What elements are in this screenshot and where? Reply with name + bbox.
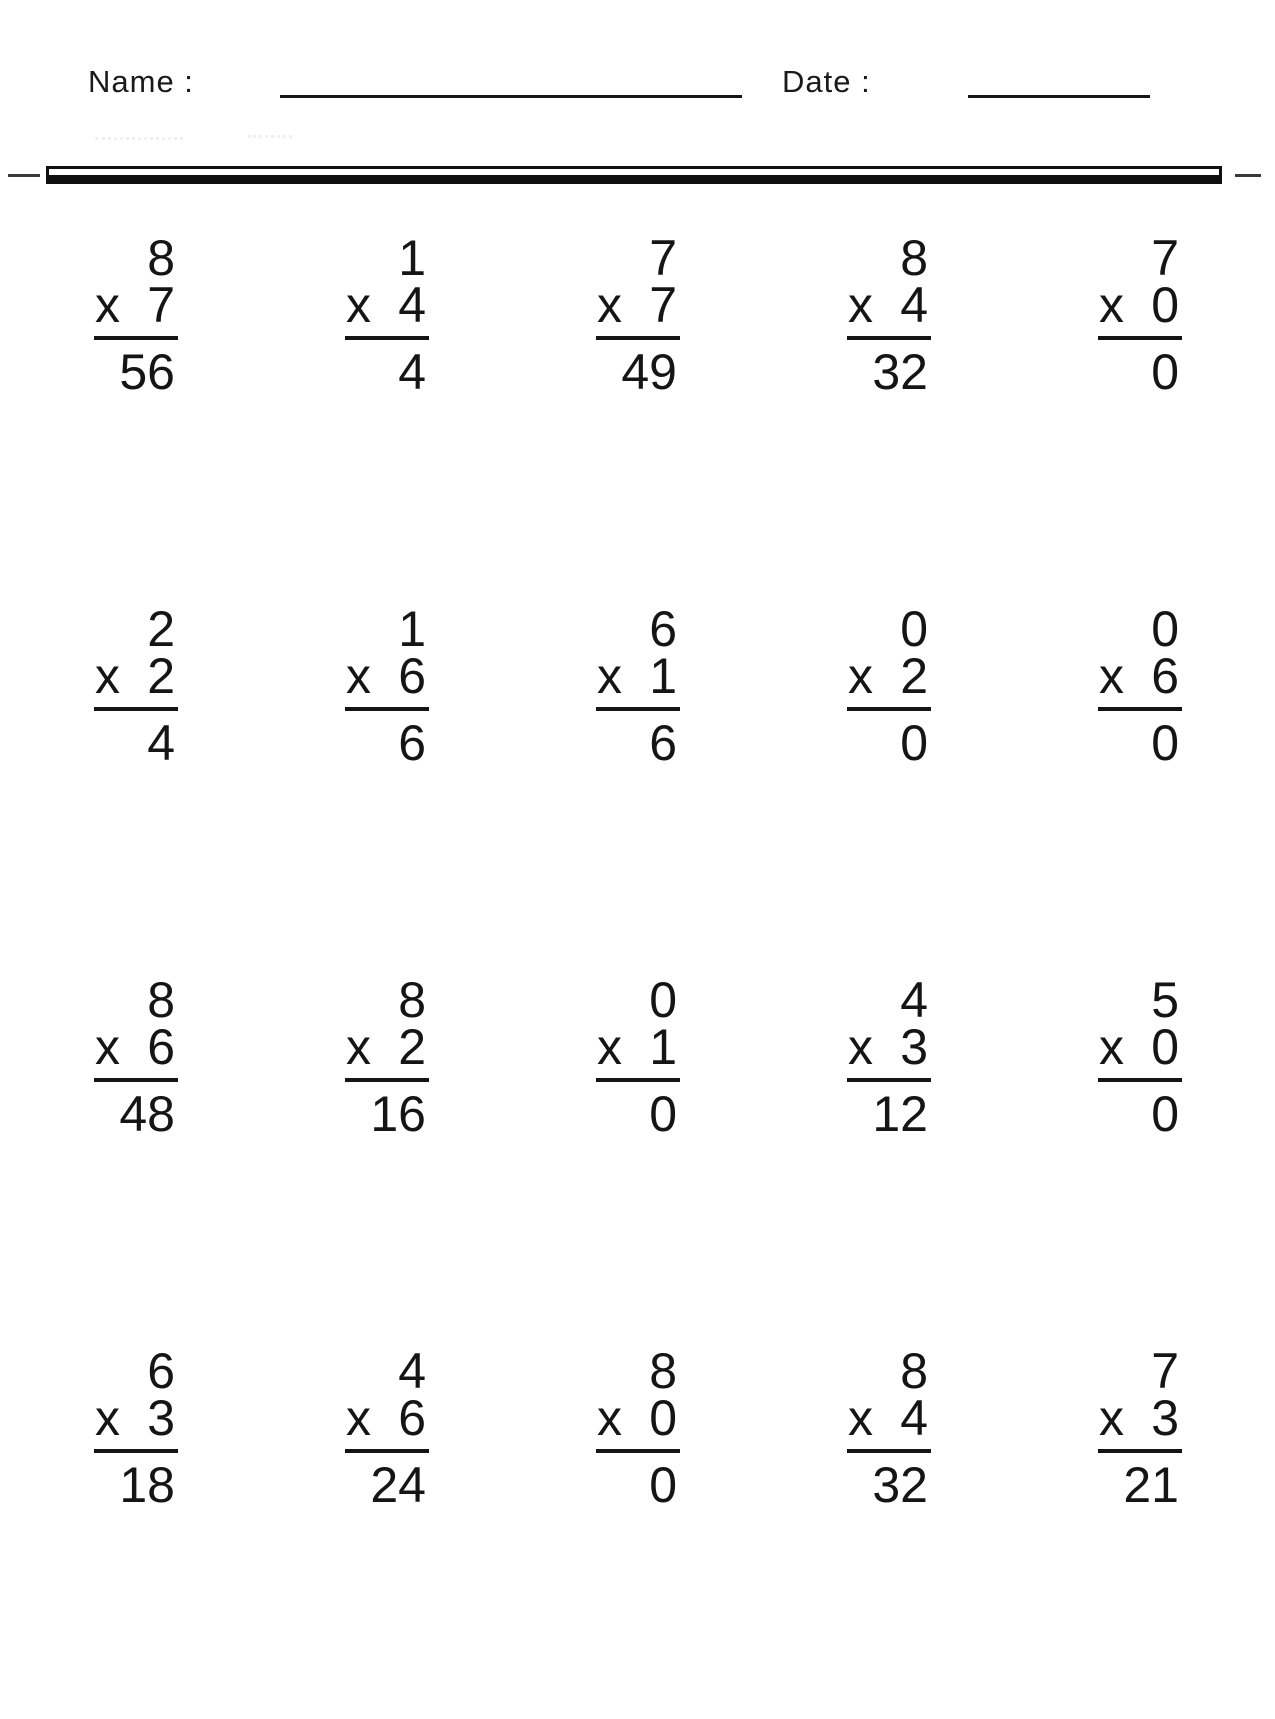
problem-block xyxy=(847,972,931,1348)
multiply-sign: x xyxy=(848,1019,873,1075)
multiplier: 4 xyxy=(398,277,426,333)
problem-block xyxy=(345,1343,429,1719)
product: 12 xyxy=(872,1086,928,1142)
multiplier: 0 xyxy=(1151,277,1179,333)
multiplicand: 6 xyxy=(147,1343,175,1399)
product: 21 xyxy=(1123,1457,1179,1513)
multiplier: 1 xyxy=(649,1019,677,1075)
problem-block xyxy=(345,601,429,977)
multiply-sign: x xyxy=(346,1019,371,1075)
multiplier: 4 xyxy=(900,277,928,333)
multiplicand: 6 xyxy=(649,601,677,657)
name-underline xyxy=(280,95,742,98)
multiplicand: 0 xyxy=(649,972,677,1028)
problem-block xyxy=(94,972,178,1348)
multiplicand: 8 xyxy=(147,230,175,286)
product: 49 xyxy=(621,344,677,400)
multiplier: 6 xyxy=(398,648,426,704)
multiplier: 3 xyxy=(1151,1390,1179,1446)
product: 0 xyxy=(1151,1086,1179,1142)
date-underline xyxy=(968,95,1150,98)
product: 4 xyxy=(147,715,175,771)
multiply-sign: x xyxy=(848,277,873,333)
multiply-sign: x xyxy=(597,277,622,333)
multiplicand: 8 xyxy=(398,972,426,1028)
product: 32 xyxy=(872,344,928,400)
problems-grid xyxy=(94,230,1182,1719)
multiply-sign: x xyxy=(95,648,120,704)
product: 18 xyxy=(119,1457,175,1513)
date-label: Date : xyxy=(782,64,871,99)
multiplicand: 8 xyxy=(900,230,928,286)
multiplier: 0 xyxy=(1151,1019,1179,1075)
problem-block xyxy=(847,230,931,606)
product: 4 xyxy=(398,344,426,400)
multiplier: 4 xyxy=(900,1390,928,1446)
problem-block xyxy=(345,230,429,606)
product: 0 xyxy=(900,715,928,771)
multiplicand: 0 xyxy=(1151,601,1179,657)
multiply-sign: x xyxy=(597,1390,622,1446)
scan-artifact xyxy=(248,134,292,138)
multiply-sign: x xyxy=(95,1019,120,1075)
multiplier: 6 xyxy=(1151,648,1179,704)
multiplicand: 8 xyxy=(147,972,175,1028)
multiply-sign: x xyxy=(848,648,873,704)
multiply-sign: x xyxy=(597,648,622,704)
product: 48 xyxy=(119,1086,175,1142)
problem-block xyxy=(596,601,680,977)
multiplier: 2 xyxy=(900,648,928,704)
multiplier: 7 xyxy=(147,277,175,333)
multiplier: 3 xyxy=(147,1390,175,1446)
product: 0 xyxy=(649,1086,677,1142)
multiply-sign: x xyxy=(346,1390,371,1446)
problem-block xyxy=(1098,1343,1182,1719)
product: 0 xyxy=(1151,344,1179,400)
problem-block xyxy=(94,601,178,977)
multiplicand: 7 xyxy=(649,230,677,286)
product: 32 xyxy=(872,1457,928,1513)
problem-block xyxy=(1098,601,1182,977)
multiplier: 2 xyxy=(147,648,175,704)
multiply-sign: x xyxy=(95,1390,120,1446)
multiply-sign: x xyxy=(1099,277,1124,333)
product: 16 xyxy=(370,1086,426,1142)
multiplier: 3 xyxy=(900,1019,928,1075)
multiplicand: 7 xyxy=(1151,230,1179,286)
multiplicand: 8 xyxy=(649,1343,677,1399)
product: 0 xyxy=(1151,715,1179,771)
problem-block xyxy=(596,230,680,606)
multiplier: 7 xyxy=(649,277,677,333)
product: 56 xyxy=(119,344,175,400)
multiplier: 2 xyxy=(398,1019,426,1075)
multiplier: 6 xyxy=(398,1390,426,1446)
multiplicand: 4 xyxy=(900,972,928,1028)
multiplier: 0 xyxy=(649,1390,677,1446)
name-label: Name : xyxy=(88,64,194,99)
header-divider xyxy=(46,166,1222,184)
multiplicand: 1 xyxy=(398,230,426,286)
problem-block xyxy=(345,972,429,1348)
problem-block xyxy=(596,1343,680,1719)
problem-block xyxy=(1098,972,1182,1348)
product: 6 xyxy=(398,715,426,771)
problem-block xyxy=(1098,230,1182,606)
multiplicand: 2 xyxy=(147,601,175,657)
multiply-sign: x xyxy=(346,648,371,704)
multiply-sign: x xyxy=(95,277,120,333)
product: 6 xyxy=(649,715,677,771)
multiplicand: 0 xyxy=(900,601,928,657)
scan-artifact xyxy=(95,136,183,140)
multiply-sign: x xyxy=(1099,1390,1124,1446)
product: 0 xyxy=(649,1457,677,1513)
multiplier: 1 xyxy=(649,648,677,704)
multiplicand: 5 xyxy=(1151,972,1179,1028)
multiply-sign: x xyxy=(346,277,371,333)
problem-block xyxy=(94,1343,178,1719)
multiply-sign: x xyxy=(1099,648,1124,704)
divider-left-dash xyxy=(8,174,40,177)
product: 24 xyxy=(370,1457,426,1513)
problem-block xyxy=(94,230,178,606)
multiply-sign: x xyxy=(1099,1019,1124,1075)
multiplicand: 8 xyxy=(900,1343,928,1399)
multiplicand: 4 xyxy=(398,1343,426,1399)
multiply-sign: x xyxy=(597,1019,622,1075)
multiplicand: 1 xyxy=(398,601,426,657)
problem-block xyxy=(596,972,680,1348)
multiply-sign: x xyxy=(848,1390,873,1446)
problem-block xyxy=(847,601,931,977)
divider-right-dash xyxy=(1235,174,1261,177)
multiplicand: 7 xyxy=(1151,1343,1179,1399)
problem-block xyxy=(847,1343,931,1719)
multiplier: 6 xyxy=(147,1019,175,1075)
